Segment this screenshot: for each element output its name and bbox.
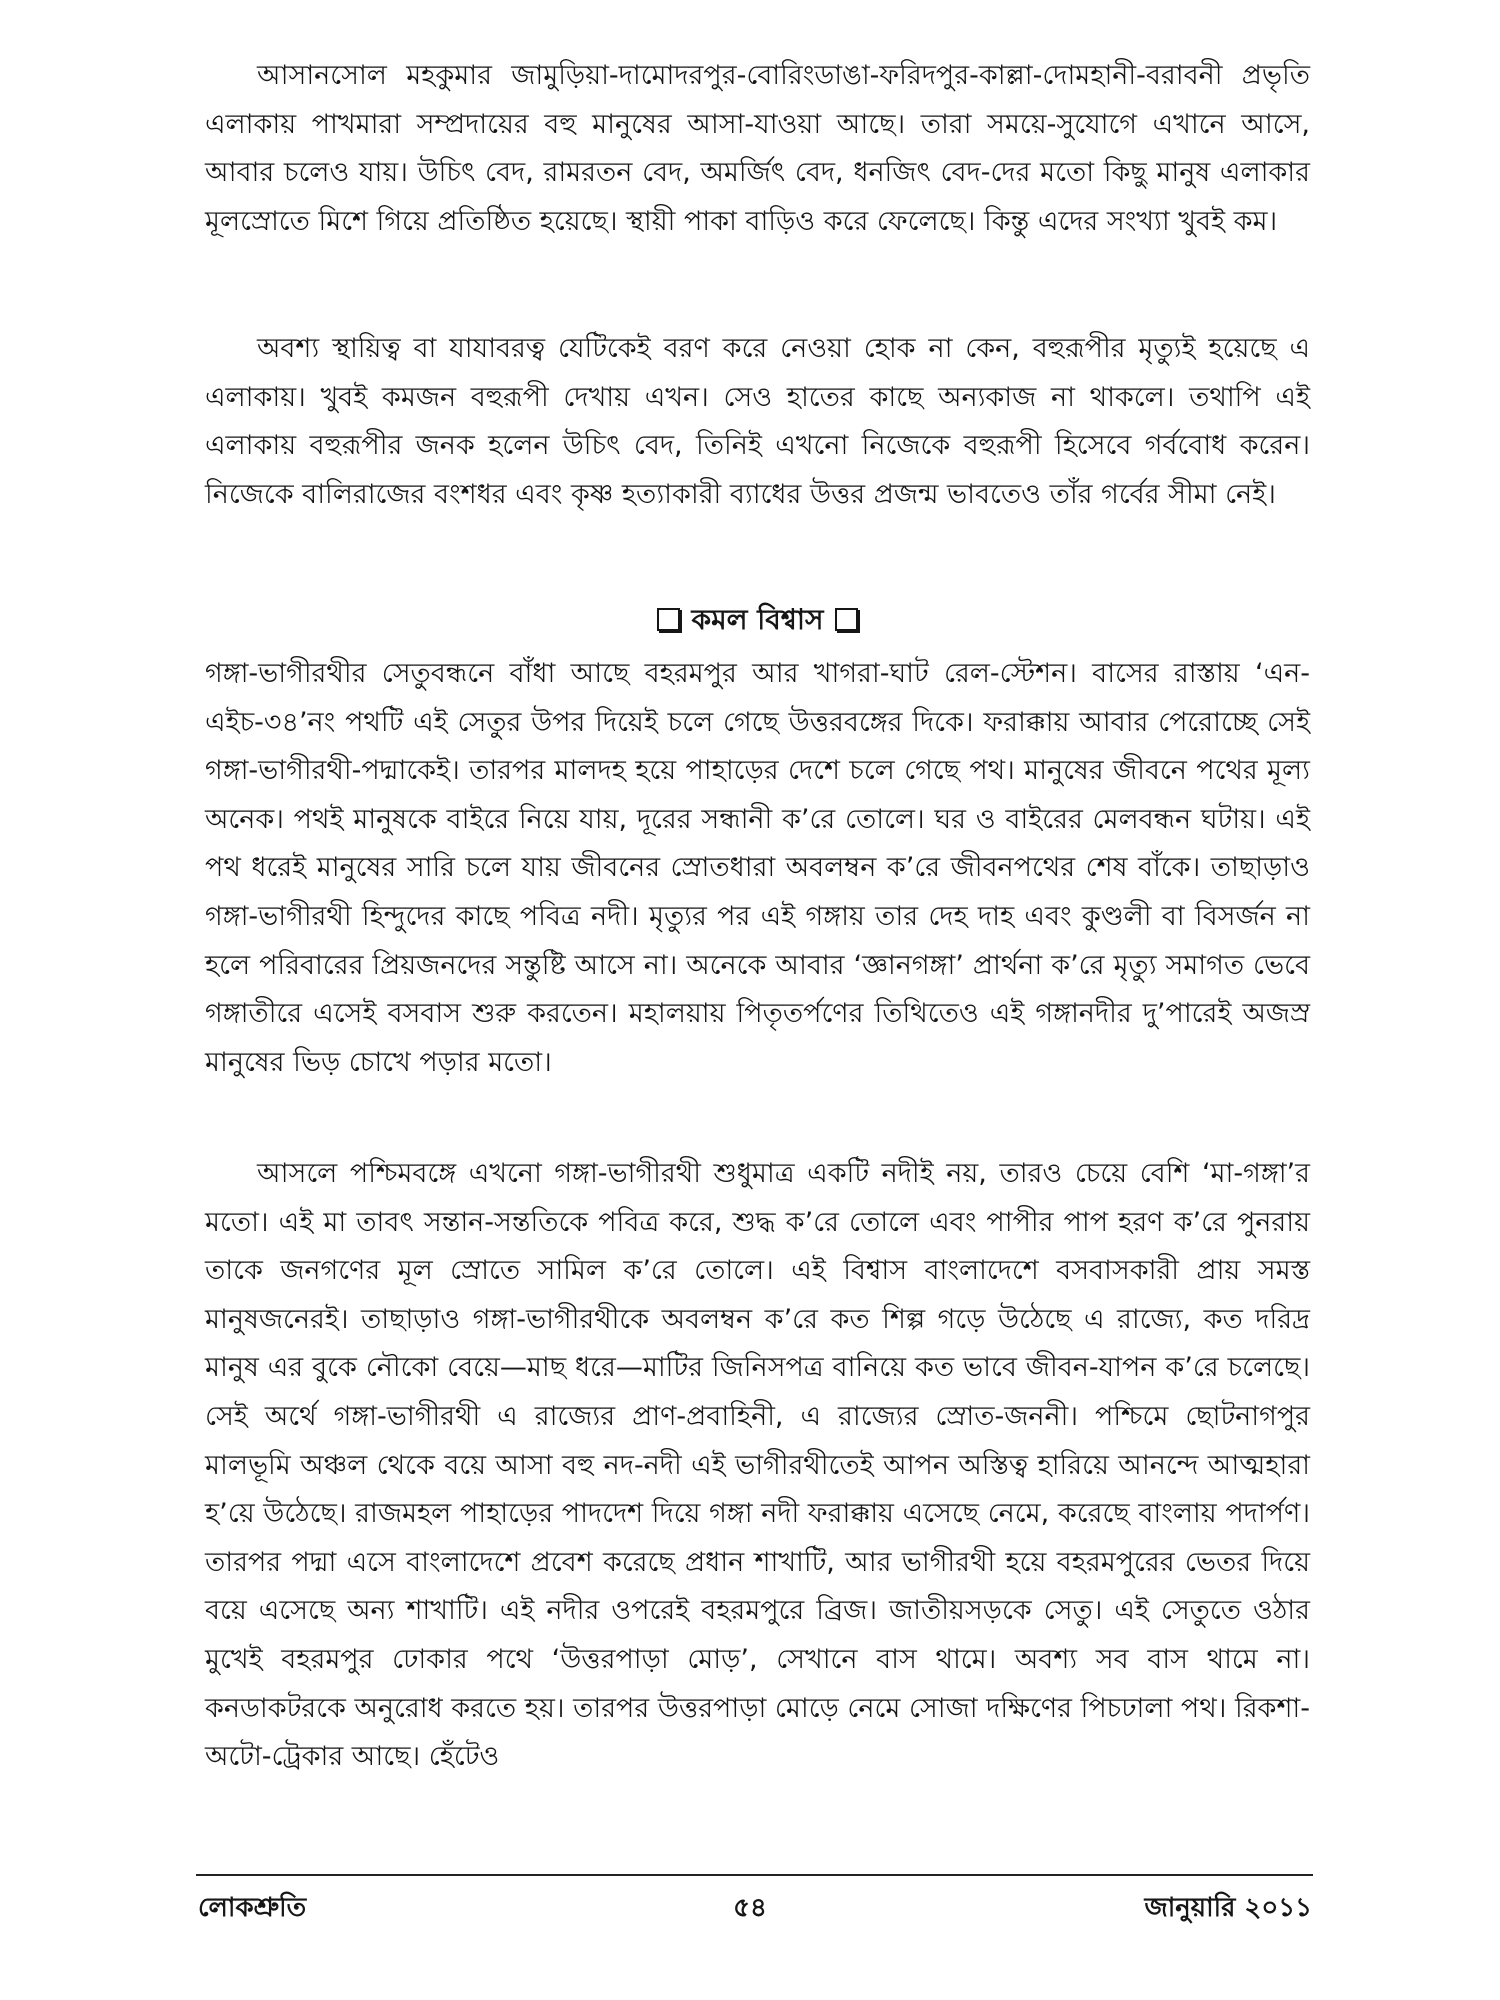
paragraph-3: গঙ্গা-ভাগীরথীর সেতুবন্ধনে বাঁধা আছে বহরমপুর আর খাগরা-ঘাট রেল-স্টেশন। বাসের রাস্তায় ‘এন-এইচ-৩৪’নং পথটি এই সেতুর উপর দিয়েই চলে গেছে উত্তরবঙ্গের দিকে। ফরাক্কায় আবার পেরোচ্ছে সেই গঙ্গা-ভাগীরথী-পদ্মাকেই। তারপর মালদহ হয়ে পাহাড়ের দেশে চলে গেছে পথ। মানুষের জীবনে পথের মূল্য অনেক। পথই মানুষকে বাইরে নিয়ে যায়, দূরের সন্ধানী ক’রে তোলে। ঘর ও বাইরের মেলবন্ধন ঘটায়। এই পথ ধরেই মানুষের সারি চলে যায় জীবনের স্রোতধারা অবলম্বন ক’রে জীবনপথের শেষ বাঁকে। তাছাড়াও গঙ্গা-ভাগীরথী হিন্দুদের কাছে পবিত্র নদী। মৃত্যুর পর এই গঙ্গায় তার দেহ দাহ এবং কুণ্ডলী বা বিসর্জন না হলে পরিবারের প্রিয়জনদের সন্তুষ্টি আসে না। অনেকে আবার ‘জ্ঞানগঙ্গা’ প্রার্থনা ক’রে মৃত্যু সমাগত ভেবে গঙ্গাতীরে এসেই বসবাস শুরু করতেন। মহালয়ায় পিতৃতর্পণের তিথিতেও এই গঙ্গানদীর দু’পারেই অজস্র মানুষের ভিড় চোখে পড়ার মতো। [205,658,1310,1078]
paragraph-4: আসলে পশ্চিমবঙ্গে এখনো গঙ্গা-ভাগীরথী শুধুমাত্র একটি নদীই নয়, তারও চেয়ে বেশি ‘মা-গঙ্গা’র মতো। এই মা তাবৎ সন্তান-সন্ততিকে পবিত্র করে, শুদ্ধ ক’রে তোলে এবং পাপীর পাপ হরণ ক’রে পুনরায় তাকে জনগণের মূল স্রোতে সামিল ক’রে তোলে। এই বিশ্বাস বাংলাদেশে বসবাসকারী প্রায় সমস্ত মানুষজনেরই। তাছাড়াও গঙ্গা-ভাগীরথীকে অবলম্বন ক’রে কত শিল্প গড়ে উঠেছে এ রাজ্যে, কত দরিদ্র মানুষ এর বুকে নৌকো বেয়ে—মাছ ধরে—মাটির জিনিসপত্র বানিয়ে কত ভাবে জীবন-যাপন ক’রে চলেছে। সেই অর্থে গঙ্গা-ভাগীরথী এ রাজ্যের প্রাণ-প্রবাহিনী, এ রাজ্যের স্রোত-জননী। পশ্চিমে ছোটনাগপুর মালভূমি অঞ্চল থেকে বয়ে আসা বহু নদ-নদী এই ভাগীরথীতেই আপন অস্তিত্ব হারিয়ে আনন্দে আত্মহারা হ’য়ে উঠেছে। রাজমহল পাহাড়ের পাদদেশ দিয়ে গঙ্গা নদী ফরাক্কায় এসেছে নেমে, করেছে বাংলায় পদার্পণ। তারপর পদ্মা এসে বাংলাদেশে প্রবেশ করেছে প্রধান শাখাটি, আর ভাগীরথী হয়ে বহরমপুরের ভেতর দিয়ে বয়ে এসেছে অন্য শাখাটি। এই নদীর ওপরেই বহরমপুরে ব্রিজ। জাতীয়সড়কে সেতু। এই সেতুতে ওঠার মুখেই বহরমপুর ঢোকার পথে ‘উত্তরপাড়া মোড়’, সেখানে বাস থামে। অবশ্য সব বাস থামে না। কনডাকটরকে অনুরোধ করতে হয়। তারপর উত্তরপাড়া মোড়ে নেমে সোজা দক্ষিণের পিচঢালা পথ। রিকশা-অটো-ট্রেকার আছে। হেঁটেও [205,1158,1310,1773]
checkbox-ornament-icon [835,608,858,631]
paragraph-2: অবশ্য স্থায়িত্ব বা যাযাবরত্ব যেটিকেই বরণ করে নেওয়া হোক না কেন, বহুরূপীর মৃত্যুই হয়েছে এ এলাকায়। খুবই কমজন বহুরূপী দেখায় এখন। সেও হাতের কাছে অন্যকাজ না থাকলে। তথাপি এই এলাকায় বহুরূপীর জনক হলেন উচিৎ বেদ, তিনিই এখনো নিজেকে বহুরূপী হিসেবে গর্ববোধ করেন। নিজেকে বালিরাজের বংশধর এবং কৃষ্ণ হত্যাকারী ব্যাধের উত্তর প্রজন্ম ভাবতেও তাঁর গর্বের সীমা নেই। [205,333,1310,510]
section-heading [205,600,1310,640]
footer-divider [196,1874,1313,1876]
section-heading-text: কমল বিশ্বাস [691,603,824,636]
checkbox-ornament-icon [657,608,680,631]
journal-name: লোকশ্রুতি [198,1893,307,1923]
issue-date: জানুয়ারি ২০১১ [1144,1893,1312,1923]
paragraph-1: আসানসোল মহকুমার জামুড়িয়া-দামোদরপুর-বোরিংডাঙা-ফরিদপুর-কাল্লা-দোমহানী-বরাবনী প্রভৃতি এলাকায় পাখমারা সম্প্রদায়ের বহু মানুষের আসা-যাওয়া আছে। তারা সময়ে-সুযোগে এখানে আসে, আবার চলেও যায়। উচিৎ বেদ, রামরতন বেদ, অমর্জিৎ বেদ, ধনজিৎ বেদ-দের মতো কিছু মানুষ এলাকার মূলস্রোতে মিশে গিয়ে প্রতিষ্ঠিত হয়েছে। স্থায়ী পাকা বাড়িও করে ফেলেছে। কিন্তু এদের সংখ্যা খুবই কম। [205,60,1310,237]
page-number: ৫৪ [733,1893,767,1923]
